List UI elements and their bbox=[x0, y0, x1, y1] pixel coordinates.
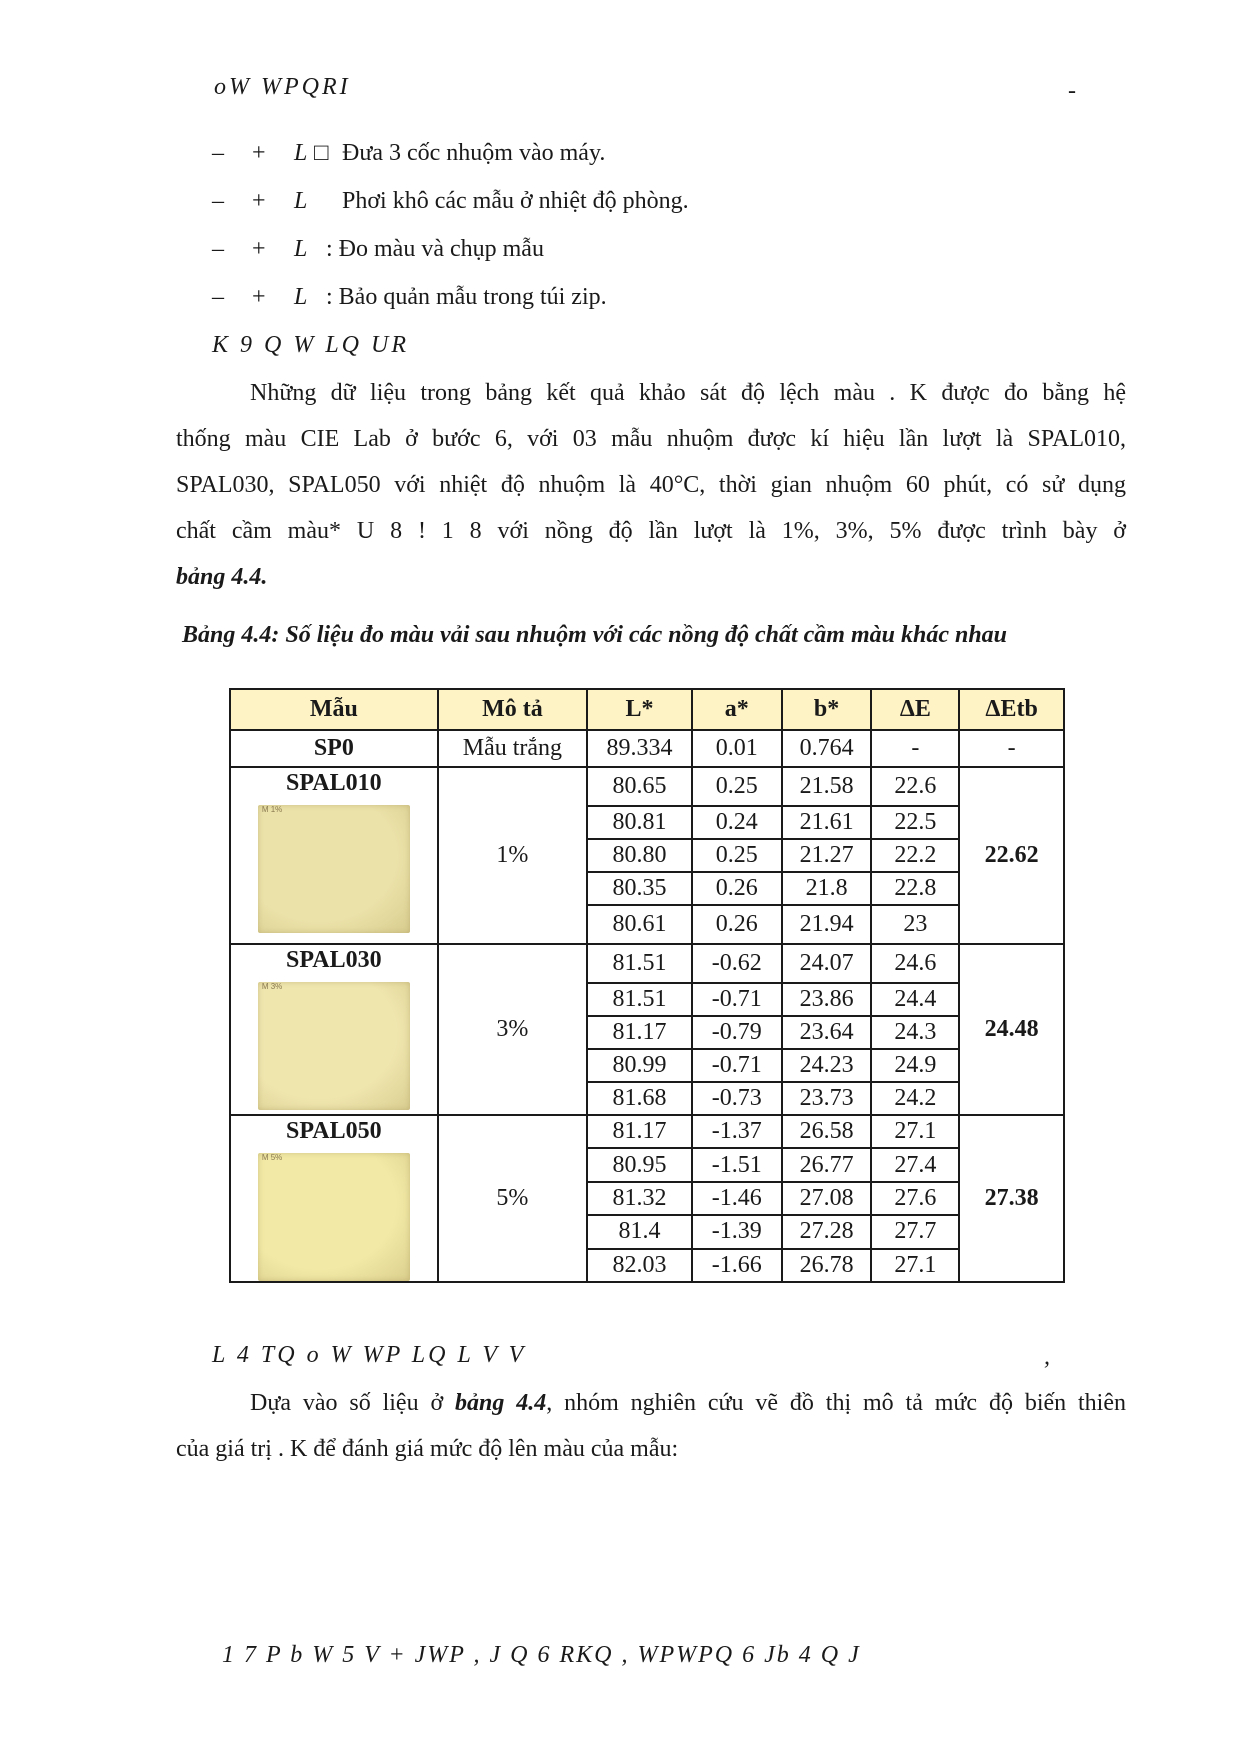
cell-a: -1.46 bbox=[692, 1182, 782, 1215]
bullet-dash: – bbox=[212, 140, 224, 166]
cell-delta-e: - bbox=[871, 730, 959, 767]
cell-delta-e-avg: 24.48 bbox=[959, 944, 1064, 1115]
table-row-reference bbox=[230, 730, 1064, 767]
cell-delta-e: 27.1 bbox=[871, 1249, 959, 1282]
cell-a: -0.71 bbox=[692, 983, 782, 1016]
paragraph-line-text: Dựa vào số liệu ở bảng 4.4, nhóm nghiên cứu vẽ đồ thị mô tả mức độ biến thiên bbox=[250, 1390, 1126, 1416]
cell-delta-e: 24.2 bbox=[871, 1082, 959, 1115]
cell-delta-e: 24.6 bbox=[871, 944, 959, 983]
cell-delta-e-avg: 22.62 bbox=[959, 767, 1064, 944]
swatch-tag: M 1% bbox=[261, 805, 283, 814]
cell-L: 80.81 bbox=[587, 806, 692, 839]
paragraph-line bbox=[176, 1380, 1126, 1426]
cell-b: 21.27 bbox=[782, 839, 872, 872]
cell-L: 80.99 bbox=[587, 1049, 692, 1082]
cell-L: 89.334 bbox=[587, 730, 692, 767]
cell-L: 81.68 bbox=[587, 1082, 692, 1115]
cell-a: -1.66 bbox=[692, 1249, 782, 1282]
cell-delta-e: 24.4 bbox=[871, 983, 959, 1016]
cell-a: 0.26 bbox=[692, 905, 782, 944]
cell-delta-e: 22.6 bbox=[871, 767, 959, 806]
cell-L: 82.03 bbox=[587, 1249, 692, 1282]
header-b: b* bbox=[782, 689, 872, 730]
bullet-plus: + bbox=[252, 284, 266, 310]
header-sample: Mẫu bbox=[230, 689, 438, 730]
cell-L: 81.17 bbox=[587, 1016, 692, 1049]
cell-b: 23.86 bbox=[782, 983, 872, 1016]
swatch-tag: M 3% bbox=[261, 982, 283, 991]
cell-L: 81.4 bbox=[587, 1215, 692, 1248]
fabric-swatch-image bbox=[258, 1153, 410, 1281]
cell-a: 0.25 bbox=[692, 767, 782, 806]
cell-a: 0.26 bbox=[692, 872, 782, 905]
cell-delta-e: 22.2 bbox=[871, 839, 959, 872]
paragraph-line: chất cầm màu* U 8 ! 1 8 với nồng độ lần lượt là 1%, 3%, 5% được trình bày ở bbox=[176, 518, 1126, 544]
cell-a: -1.39 bbox=[692, 1215, 782, 1248]
paragraph-line: của giá trị . K để đánh giá mức độ lên màu của mẫu: bbox=[176, 1436, 679, 1462]
cell-a: -1.51 bbox=[692, 1148, 782, 1181]
cell-b: 26.58 bbox=[782, 1115, 872, 1148]
cell-b: 0.764 bbox=[782, 730, 872, 767]
cell-b: 23.73 bbox=[782, 1082, 872, 1115]
cell-a: -0.71 bbox=[692, 1049, 782, 1082]
cell-delta-e: 24.3 bbox=[871, 1016, 959, 1049]
cell-delta-e: 24.9 bbox=[871, 1049, 959, 1082]
bullet-label: L bbox=[294, 236, 308, 262]
cell-description: 5% bbox=[438, 1115, 587, 1282]
header-a: a* bbox=[692, 689, 782, 730]
paragraph-line-reference: bảng 4.4. bbox=[176, 564, 268, 590]
bullet-plus: + bbox=[252, 188, 266, 214]
header-L: L* bbox=[587, 689, 692, 730]
cell-delta-e-avg: 27.38 bbox=[959, 1115, 1064, 1282]
cell-b: 27.08 bbox=[782, 1182, 872, 1215]
cell-description: 1% bbox=[438, 767, 587, 944]
cell-a: -0.73 bbox=[692, 1082, 782, 1115]
table-row bbox=[230, 944, 1064, 983]
cell-b: 24.23 bbox=[782, 1049, 872, 1082]
figure-subheading: L 4 TQ o W WP LQ L V V bbox=[212, 1342, 527, 1368]
cell-b: 21.94 bbox=[782, 905, 872, 944]
fabric-swatch-image bbox=[258, 805, 410, 933]
color-measurement-table bbox=[229, 688, 1065, 1283]
cell-b: 26.77 bbox=[782, 1148, 872, 1181]
cell-a: -1.37 bbox=[692, 1115, 782, 1148]
cell-delta-e: 22.5 bbox=[871, 806, 959, 839]
cell-delta-e-avg: - bbox=[959, 730, 1064, 767]
bullet-dash: – bbox=[212, 236, 224, 262]
header-description: Mô tả bbox=[438, 689, 587, 730]
cell-a: 0.24 bbox=[692, 806, 782, 839]
table-row bbox=[230, 767, 1064, 806]
bullet-box-icon: □ bbox=[314, 140, 329, 166]
cell-description: 3% bbox=[438, 944, 587, 1115]
cell-delta-e: 27.7 bbox=[871, 1215, 959, 1248]
bullet-dash: – bbox=[212, 284, 224, 310]
cell-a: -0.62 bbox=[692, 944, 782, 983]
bullet-text: : Đo màu và chụp mẫu bbox=[326, 236, 544, 262]
bullet-label: L bbox=[294, 140, 308, 166]
cell-b: 26.78 bbox=[782, 1249, 872, 1282]
bullet-label: L bbox=[294, 284, 308, 310]
cell-delta-e: 27.6 bbox=[871, 1182, 959, 1215]
bullet-text: : Bảo quản mẫu trong túi zip. bbox=[326, 284, 607, 310]
page-footer: 1 7 P b W 5 V + JWP , J Q 6 RKQ , WPWPQ 6 Jb 4 Q J bbox=[222, 1642, 861, 1668]
paragraph-chart-intro bbox=[176, 1380, 1126, 1472]
cell-delta-e: 27.1 bbox=[871, 1115, 959, 1148]
cell-L: 80.65 bbox=[587, 767, 692, 806]
table-row bbox=[230, 1115, 1064, 1148]
table-caption: Bảng 4.4: Số liệu đo màu vải sau nhuộm với các nồng độ chất cầm màu khác nhau bbox=[182, 622, 1008, 648]
bullet-dash: – bbox=[212, 188, 224, 214]
cell-a: -0.79 bbox=[692, 1016, 782, 1049]
cell-delta-e: 23 bbox=[871, 905, 959, 944]
paragraph-line: Những dữ liệu trong bảng kết quả khảo sát độ lệch màu . K được đo bằng hệ bbox=[250, 380, 1126, 406]
paragraph-intro bbox=[176, 370, 1126, 600]
bullet-label: L bbox=[294, 188, 308, 214]
cell-description: Mẫu trắng bbox=[438, 730, 587, 767]
fabric-swatch-image bbox=[258, 982, 410, 1110]
table-header-row bbox=[230, 689, 1064, 730]
sample-cell-spal010 bbox=[230, 767, 438, 944]
cell-L: 80.95 bbox=[587, 1148, 692, 1181]
bullet-plus: + bbox=[252, 236, 266, 262]
page-header-right: - bbox=[1068, 78, 1076, 104]
cell-b: 21.61 bbox=[782, 806, 872, 839]
header-delta-e: ΔE bbox=[871, 689, 959, 730]
bullet-text: Phơi khô các mẫu ở nhiệt độ phòng. bbox=[342, 188, 689, 214]
bullet-plus: + bbox=[252, 140, 266, 166]
paragraph-line: thống màu CIE Lab ở bước 6, với 03 mẫu nhuộm được kí hiệu lần lượt là SPAL010, bbox=[176, 426, 1126, 452]
section-heading: K 9 Q W LQ UR bbox=[212, 332, 410, 358]
cell-b: 24.07 bbox=[782, 944, 872, 983]
cell-delta-e: 22.8 bbox=[871, 872, 959, 905]
sample-name: SPAL030 bbox=[286, 947, 382, 973]
sample-cell-spal050 bbox=[230, 1115, 438, 1282]
cell-L: 80.61 bbox=[587, 905, 692, 944]
sample-name: SPAL010 bbox=[286, 770, 382, 796]
table-reference: bảng 4.4 bbox=[455, 1390, 547, 1416]
paragraph-line: SPAL030, SPAL050 với nhiệt độ nhuộm là 40°C, thời gian nhuộm 60 phút, có sử dụng bbox=[176, 472, 1126, 498]
cell-L: 80.35 bbox=[587, 872, 692, 905]
cell-b: 21.8 bbox=[782, 872, 872, 905]
cell-L: 81.17 bbox=[587, 1115, 692, 1148]
sample-name: SPAL050 bbox=[286, 1118, 382, 1144]
cell-L: 81.51 bbox=[587, 944, 692, 983]
page-header-left: oW WPQRI bbox=[214, 74, 351, 100]
sample-cell-spal030 bbox=[230, 944, 438, 1115]
cell-sample: SP0 bbox=[230, 730, 438, 767]
cell-b: 23.64 bbox=[782, 1016, 872, 1049]
swatch-tag: M 5% bbox=[261, 1153, 283, 1162]
header-delta-e-avg: ΔEtb bbox=[959, 689, 1064, 730]
cell-a: 0.01 bbox=[692, 730, 782, 767]
cell-b: 27.28 bbox=[782, 1215, 872, 1248]
cell-L: 81.51 bbox=[587, 983, 692, 1016]
bullet-text: Đưa 3 cốc nhuộm vào máy. bbox=[342, 140, 606, 166]
cell-b: 21.58 bbox=[782, 767, 872, 806]
cell-L: 81.32 bbox=[587, 1182, 692, 1215]
cell-a: 0.25 bbox=[692, 839, 782, 872]
cell-delta-e: 27.4 bbox=[871, 1148, 959, 1181]
cell-L: 80.80 bbox=[587, 839, 692, 872]
figure-subheading-right: , bbox=[1044, 1344, 1050, 1370]
